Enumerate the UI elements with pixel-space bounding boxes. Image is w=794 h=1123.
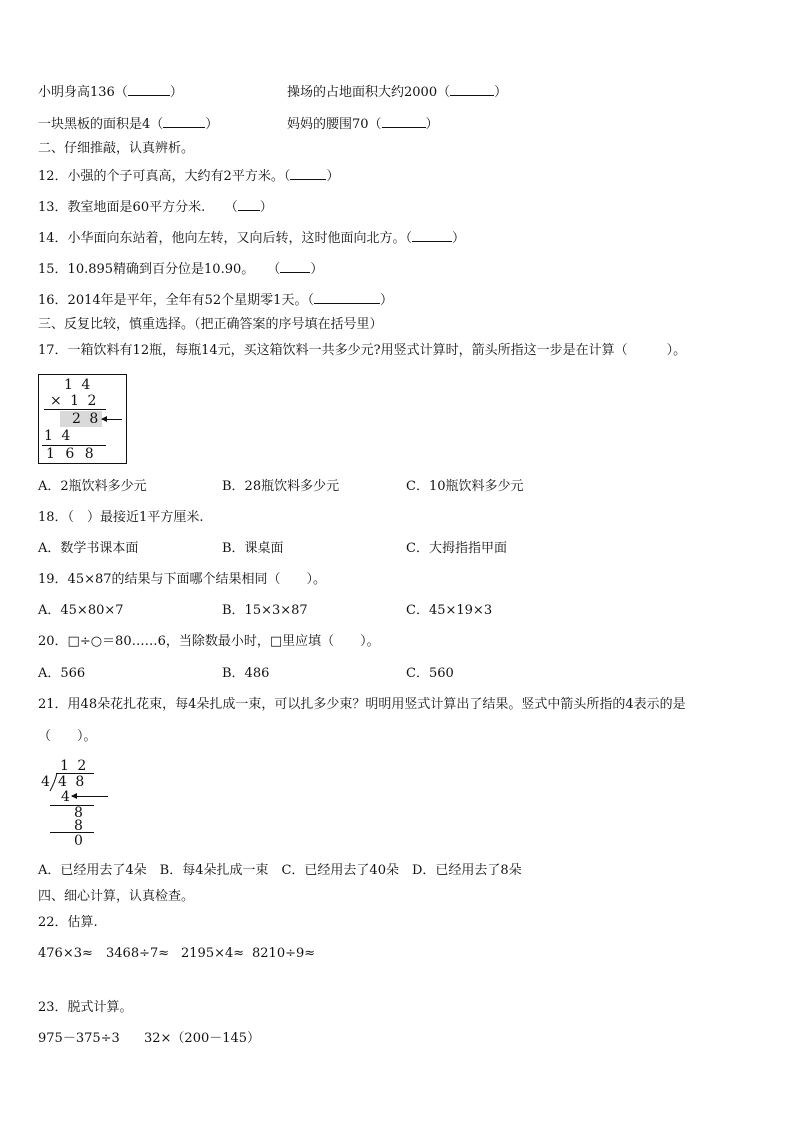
section-4-heading: 四、细心计算，认真检查。 [38, 889, 195, 904]
bracket: ） [169, 85, 183, 100]
q18-text: 18．（ ）最接近1平方厘米. [38, 510, 204, 525]
q13-text: 13．教室地面是60平方分米. （ [38, 200, 238, 215]
q19-option-b[interactable]: B．15×3×87 [222, 603, 308, 618]
q19-option-c[interactable]: C．45×19×3 [406, 603, 493, 618]
q22-item-b: 3468÷7≈ [106, 946, 170, 961]
bracket: ） [425, 117, 439, 132]
answer-blank[interactable] [280, 260, 310, 273]
q17-calc-multiplier: × 1 2 [50, 393, 99, 409]
q16-text: 16．2014年是平年，全年有52个星期零1天。（ [38, 293, 314, 308]
q20-option-b[interactable]: B．486 [222, 666, 270, 681]
q17-calc-product: 1 6 8 [46, 446, 97, 462]
answer-blank[interactable] [314, 291, 380, 304]
q1b [287, 83, 507, 101]
q18-option-a[interactable]: A．数学书课本面 [38, 541, 139, 556]
q1a [38, 83, 183, 101]
q18-option-b[interactable]: B．课桌面 [222, 541, 284, 556]
q1d-text: 妈妈的腰围70（ [287, 117, 382, 132]
q14-text: 14．小华面向东站着，他向左转，又向后转，这时他面向北方。（ [38, 231, 413, 246]
answer-blank[interactable] [450, 83, 494, 96]
q18-option-c[interactable]: C．大拇指指甲面 [406, 541, 507, 556]
q21-calc-dividend: 4 8 [58, 774, 87, 790]
bracket: ） [310, 262, 324, 277]
answer-blank[interactable] [238, 198, 260, 211]
q15-text: 15．10.895精确到百分位是10.90。 （ [38, 262, 281, 277]
q22-text: 22．估算. [38, 915, 98, 930]
q21-calc-step-1: 4 [61, 789, 70, 805]
q17-option-c[interactable]: C．10瓶饮料多少元 [406, 479, 524, 494]
q17-text: 17．一箱饮料有12瓶，每瓶14元，买这箱饮料一共多少元?用竖式计算时，箭头所指这一步是在计算（ ）。 [38, 343, 687, 358]
q23-item-b: 32×（200－145） [144, 1031, 261, 1046]
q21-options[interactable]: A．已经用去了4朵 B．每4朵扎成一束 C．已经用去了40朵 D．已经用去了8朵 [38, 863, 522, 878]
section-3-heading: 三、反复比较，慎重选择。（把正确答案的序号填在括号里） [38, 317, 383, 332]
q21-text-line-1: 21．用48朵花扎花束，每4朵扎成一束，可以扎多少束？明明用竖式计算出了结果。竖式中箭头所指的4表示的是 [38, 697, 686, 712]
section-2-heading: 二、仔细推敲，认真辨析。 [38, 141, 195, 156]
bracket: ） [259, 200, 273, 215]
q1d [287, 115, 439, 133]
q19-text: 19．45×87的结果与下面哪个结果相同（ ）。 [38, 572, 327, 587]
bracket: ） [379, 293, 393, 308]
answer-blank[interactable] [128, 83, 170, 96]
bracket: ） [494, 85, 508, 100]
q17-option-b[interactable]: B．28瓶饮料多少元 [222, 479, 340, 494]
q21-calc-divisor: 4 [41, 774, 50, 790]
calc-line [50, 832, 94, 833]
q20-text: 20．□÷○＝80……6，当除数最小时，□里应填（ ）。 [38, 634, 380, 649]
q21-calc-remainder: 0 [74, 833, 83, 849]
q22-item-c: 2195×4≈ [181, 946, 245, 961]
bracket: ） [326, 169, 340, 184]
q21-calc-quotient: 1 2 [60, 758, 89, 774]
arrow-left-icon [102, 419, 122, 420]
q12 [38, 167, 339, 185]
q23-item-a: 975－375÷3 [38, 1031, 120, 1046]
calc-line [44, 409, 106, 410]
q1c [38, 115, 218, 133]
answer-blank[interactable] [412, 229, 452, 242]
calc-line [50, 805, 94, 806]
answer-blank[interactable] [163, 115, 205, 128]
q15 [38, 260, 323, 278]
q19-option-a[interactable]: A．45×80×7 [38, 603, 124, 618]
answer-blank[interactable] [290, 167, 326, 180]
q12-text: 12．小强的个子可真高，大约有2平方米。（ [38, 169, 291, 184]
q17-calc-partial-1: 2 8 [72, 411, 101, 427]
q17-calc-partial-2: 1 4 [44, 428, 73, 444]
q22-item-d: 8210÷9≈ [252, 946, 316, 961]
q20-option-c[interactable]: C．560 [406, 666, 454, 681]
bracket: ） [452, 231, 466, 246]
q1c-text: 一块黑板的面积是4（ [38, 117, 164, 132]
q13 [38, 198, 273, 216]
q14 [38, 229, 465, 247]
q22-item-a: 476×3≈ [38, 946, 93, 961]
bracket: ） [205, 117, 219, 132]
q20-option-a[interactable]: A．566 [38, 666, 86, 681]
q21-calc-step-3: 8 [74, 818, 83, 834]
q21-calc-step-2: 8 [74, 805, 83, 821]
q17-calc-multiplicand: 1 4 [64, 377, 93, 393]
q16 [38, 291, 393, 309]
q23-text: 23．脱式计算。 [38, 1000, 133, 1015]
arrow-left-icon [72, 796, 108, 797]
answer-blank[interactable] [382, 115, 426, 128]
q21-text-line-2: （ ）。 [38, 729, 97, 744]
q17-option-a[interactable]: A．2瓶饮料多少元 [38, 479, 147, 494]
q1b-text: 操场的占地面积大约2000（ [287, 85, 451, 100]
q1a-text: 小明身高136（ [38, 85, 128, 100]
